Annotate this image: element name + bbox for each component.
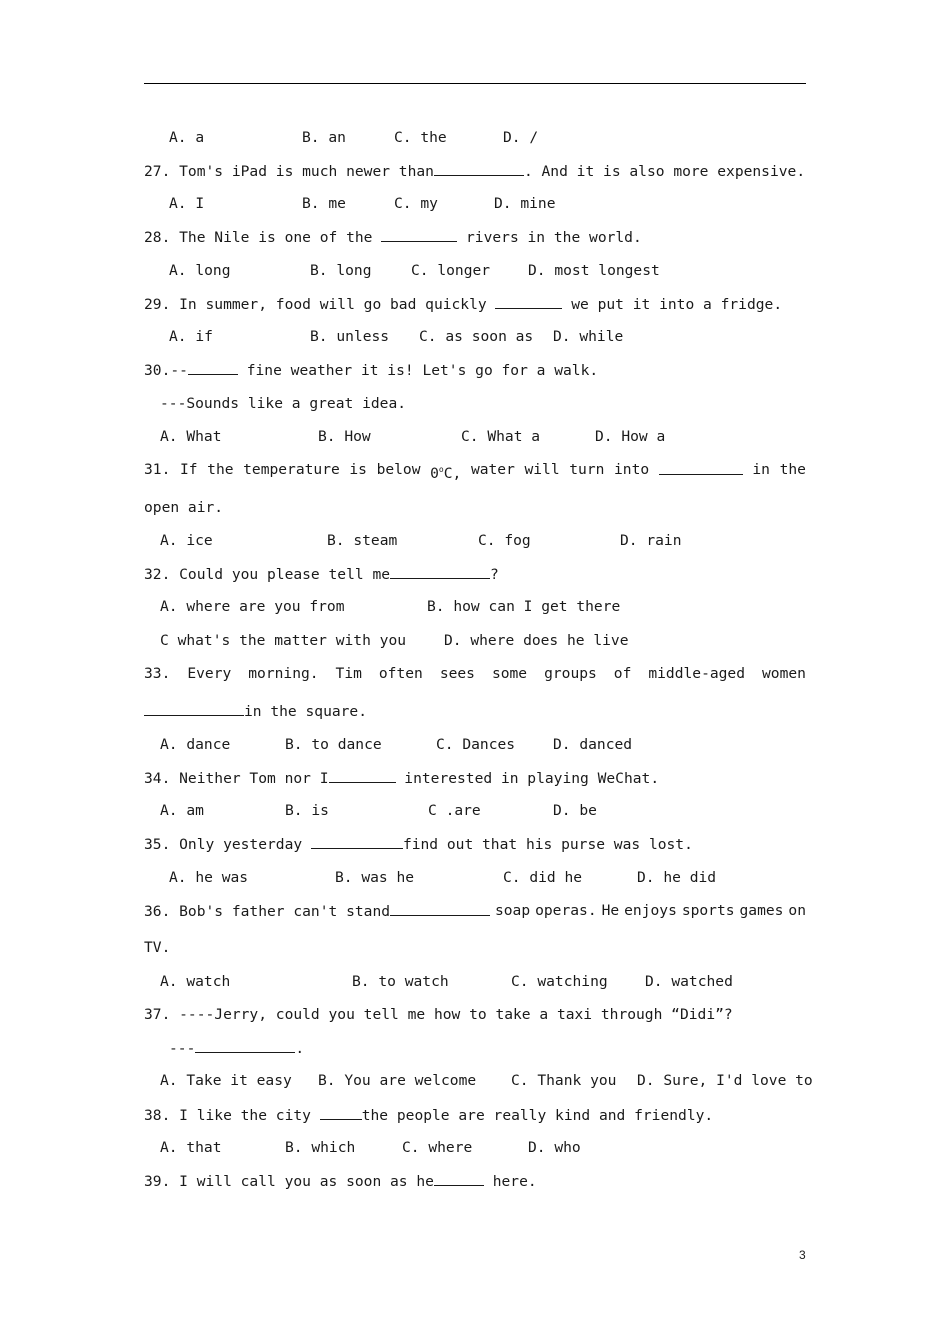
q37-option-a[interactable]: A. Take it easy (160, 1072, 292, 1089)
q31-option-a[interactable]: A. ice (160, 532, 213, 549)
q37-option-b[interactable]: B. You are welcome (318, 1072, 477, 1089)
q31-blank[interactable] (659, 460, 743, 475)
q35-option-d[interactable]: D. he did (637, 869, 717, 886)
q37-option-d[interactable]: D. Sure, I'd love to (637, 1072, 813, 1089)
header-rule (144, 83, 806, 84)
q30-reply: ---Sounds like a great idea. (160, 395, 407, 412)
q27-option-a[interactable]: A. I (169, 195, 205, 212)
q34-blank[interactable] (329, 768, 396, 783)
q30-option-b[interactable]: B. How (318, 428, 371, 445)
q36-stem-line2: TV. (144, 939, 171, 956)
q38-option-c[interactable]: C. where (402, 1139, 473, 1156)
q26-option-c[interactable]: C. the (394, 129, 447, 146)
q34-stem: 34. Neither Tom nor I interested in playing WeChat. (144, 770, 660, 787)
q36-option-c[interactable]: C. watching (511, 973, 608, 990)
q34-option-b[interactable]: B. is (285, 802, 329, 819)
q33-option-d[interactable]: D. danced (553, 736, 633, 753)
q30-option-c[interactable]: C. What a (461, 428, 541, 445)
q29-option-b[interactable]: B. unless (310, 328, 390, 345)
q34-option-c[interactable]: C .are (428, 802, 481, 819)
q29-stem: 29. In summer, food will go bad quickly we put it into a fridge. (144, 296, 783, 313)
page-number: 3 (799, 1248, 806, 1262)
q38-blank[interactable] (320, 1105, 362, 1120)
q27-stem: 27. Tom's iPad is much newer than . And it is also more expensive. (144, 163, 806, 180)
q33-stem: 33. Every morning. Tim often sees some groups of middle-aged women (144, 665, 806, 682)
q27-blank[interactable] (434, 161, 524, 176)
q30-option-a[interactable]: A. What (160, 428, 222, 445)
q31-option-c[interactable]: C. fog (478, 532, 531, 549)
q36-option-d[interactable]: D. watched (645, 973, 733, 990)
q31-option-b[interactable]: B. steam (327, 532, 398, 549)
q36-option-b[interactable]: B. to watch (352, 973, 449, 990)
q26-option-d[interactable]: D. / (503, 129, 539, 146)
q38-option-d[interactable]: D. who (528, 1139, 581, 1156)
q33-blank[interactable] (144, 701, 244, 716)
q38-option-a[interactable]: A. that (160, 1139, 222, 1156)
q30-stem: 30.-- fine weather it is! Let's go for a walk. (144, 362, 599, 379)
q35-blank[interactable] (311, 834, 403, 849)
q32-option-c[interactable]: C what's the matter with you (160, 632, 407, 649)
q33-stem-line2: in the square. (144, 701, 367, 722)
q30-option-d[interactable]: D. How a (595, 428, 666, 445)
q32-option-b[interactable]: B. how can I get there (427, 598, 621, 615)
q39-blank[interactable] (434, 1171, 484, 1186)
q36-stem: 36. Bob's father can't stand soap operas. He enjoys sports games on (144, 902, 806, 920)
q35-stem: 35. Only yesterday find out that his purse was lost. (144, 836, 693, 853)
q28-option-b[interactable]: B. long (310, 262, 372, 279)
q34-option-a[interactable]: A. am (160, 802, 204, 819)
q37-reply: --- . (169, 1040, 305, 1057)
q28-stem: 28. The Nile is one of the rivers in the world. (144, 229, 642, 246)
q34-option-d[interactable]: D. be (553, 802, 597, 819)
q29-option-d[interactable]: D. while (553, 328, 624, 345)
q29-blank[interactable] (495, 294, 562, 309)
q29-option-c[interactable]: C. as soon as (419, 328, 534, 345)
q32-stem: 32. Could you please tell me ? (144, 566, 499, 583)
q33-option-b[interactable]: B. to dance (285, 736, 382, 753)
q33-option-c[interactable]: C. Dances (436, 736, 516, 753)
q37-stem: 37. ----Jerry, could you tell me how to take a taxi through “Didi”? (144, 1006, 733, 1023)
q32-blank[interactable] (390, 564, 490, 579)
q35-option-a[interactable]: A. he was (169, 869, 249, 886)
q31-option-d[interactable]: D. rain (620, 532, 682, 549)
q32-option-d[interactable]: D. where does he live (444, 632, 629, 649)
q29-option-a[interactable]: A. if (169, 328, 213, 345)
q26-option-b[interactable]: B. an (302, 129, 346, 146)
q32-option-a[interactable]: A. where are you from (160, 598, 345, 615)
q38-stem: 38. I like the city the people are really kind and friendly. (144, 1107, 714, 1124)
q33-option-a[interactable]: A. dance (160, 736, 231, 753)
q35-option-c[interactable]: C. did he (503, 869, 583, 886)
q36-option-a[interactable]: A. watch (160, 973, 231, 990)
q35-option-b[interactable]: B. was he (335, 869, 415, 886)
q27-option-c[interactable]: C. my (394, 195, 438, 212)
q27-option-d[interactable]: D. mine (494, 195, 556, 212)
q28-option-c[interactable]: C. longer (411, 262, 491, 279)
q38-option-b[interactable]: B. which (285, 1139, 356, 1156)
q30-blank[interactable] (188, 360, 238, 375)
q28-blank[interactable] (381, 227, 457, 242)
q39-stem: 39. I will call you as soon as he here. (144, 1173, 537, 1190)
q28-option-d[interactable]: D. most longest (528, 262, 660, 279)
q36-blank[interactable] (390, 901, 490, 916)
q37-option-c[interactable]: C. Thank you (511, 1072, 617, 1089)
q28-option-a[interactable]: A. long (169, 262, 231, 279)
q37-blank[interactable] (195, 1038, 295, 1053)
q26-option-a[interactable]: A. a (169, 129, 205, 146)
q27-option-b[interactable]: B. me (302, 195, 346, 212)
q31-stem: 31. If the temperature is below 0$^o$C, water will turn into in the (144, 461, 806, 482)
q31-stem-line2: open air. (144, 499, 224, 516)
